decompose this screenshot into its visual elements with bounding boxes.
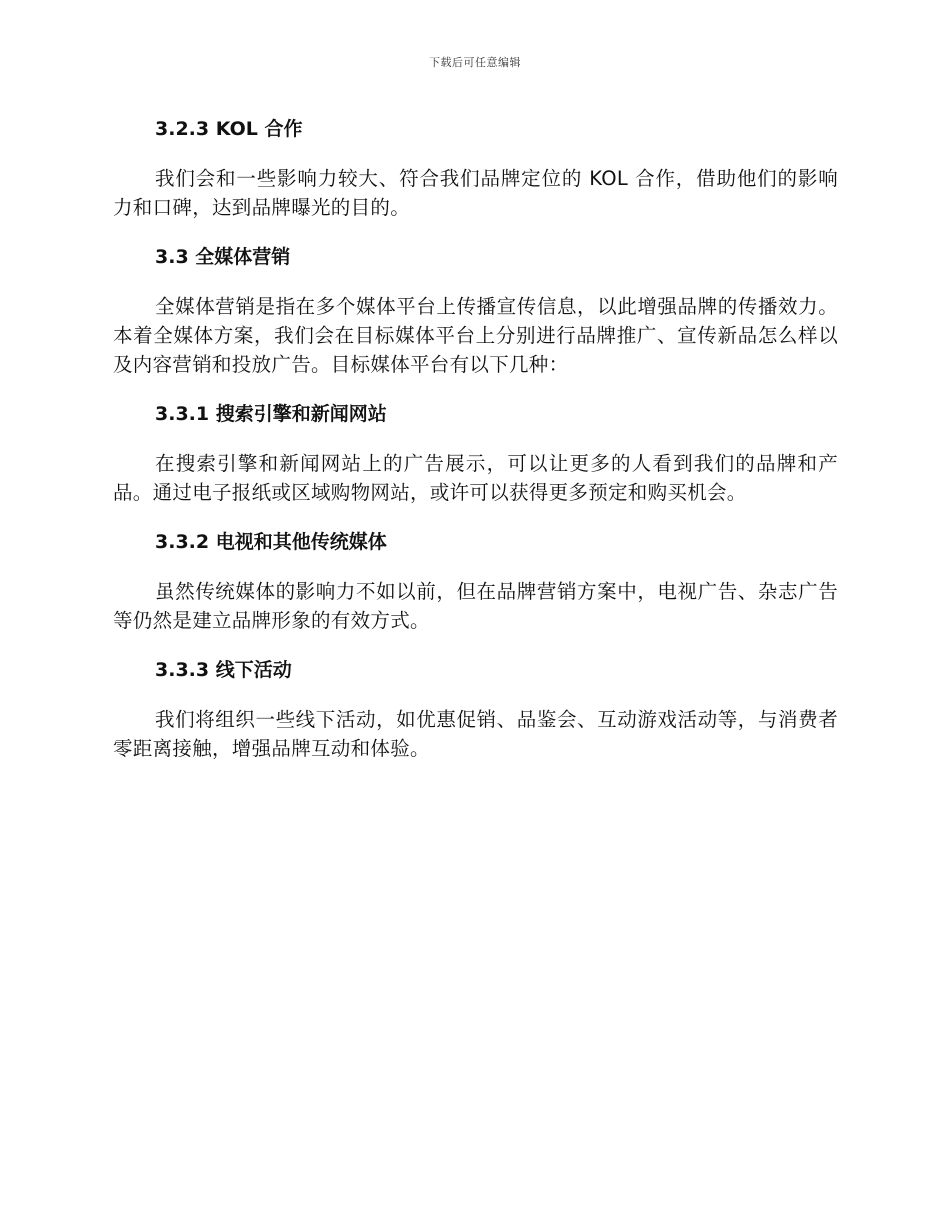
section-paragraph-kol: 我们会和一些影响力较大、符合我们品牌定位的 KOL 合作，借助他们的影响力和口碑，达到品牌曝光的目的。: [113, 167, 838, 219]
section-heading-all-media: 3.3 全媒体营销: [155, 246, 291, 268]
section-paragraph-tv-traditional: 虽然传统媒体的影响力不如以前，但在品牌营销方案中，电视广告、杂志广告等仍然是建立品牌形象的有效方式。: [113, 580, 838, 632]
page-header: 下载后可任意编辑: [429, 56, 521, 69]
section-heading-search-news: 3.3.1 搜索引擎和新闻网站: [155, 403, 387, 425]
section-paragraph-all-media: 全媒体营销是指在多个媒体平台上传播宣传信息，以此增强品牌的传播效力。本着全媒体方案，我们会在目标媒体平台上分别进行品牌推广、宣传新品怎么样以及内容营销和投放广告。目标媒体平台有以下几种：: [113, 295, 838, 376]
section-heading-tv-traditional: 3.3.2 电视和其他传统媒体: [155, 531, 387, 553]
section-paragraph-offline: 我们将组织一些线下活动，如优惠促销、品鉴会、互动游戏活动等，与消费者零距离接触，增强品牌互动和体验。: [113, 708, 838, 760]
document-body: [113, 110, 838, 763]
section-heading-kol: 3.2.3 KOL 合作: [155, 118, 303, 140]
section-heading-offline: 3.3.3 线下活动: [155, 659, 292, 681]
section-paragraph-search-news: 在搜索引擎和新闻网站上的广告展示，可以让更多的人看到我们的品牌和产品。通过电子报纸或区域购物网站，或许可以获得更多预定和购买机会。: [113, 452, 838, 504]
